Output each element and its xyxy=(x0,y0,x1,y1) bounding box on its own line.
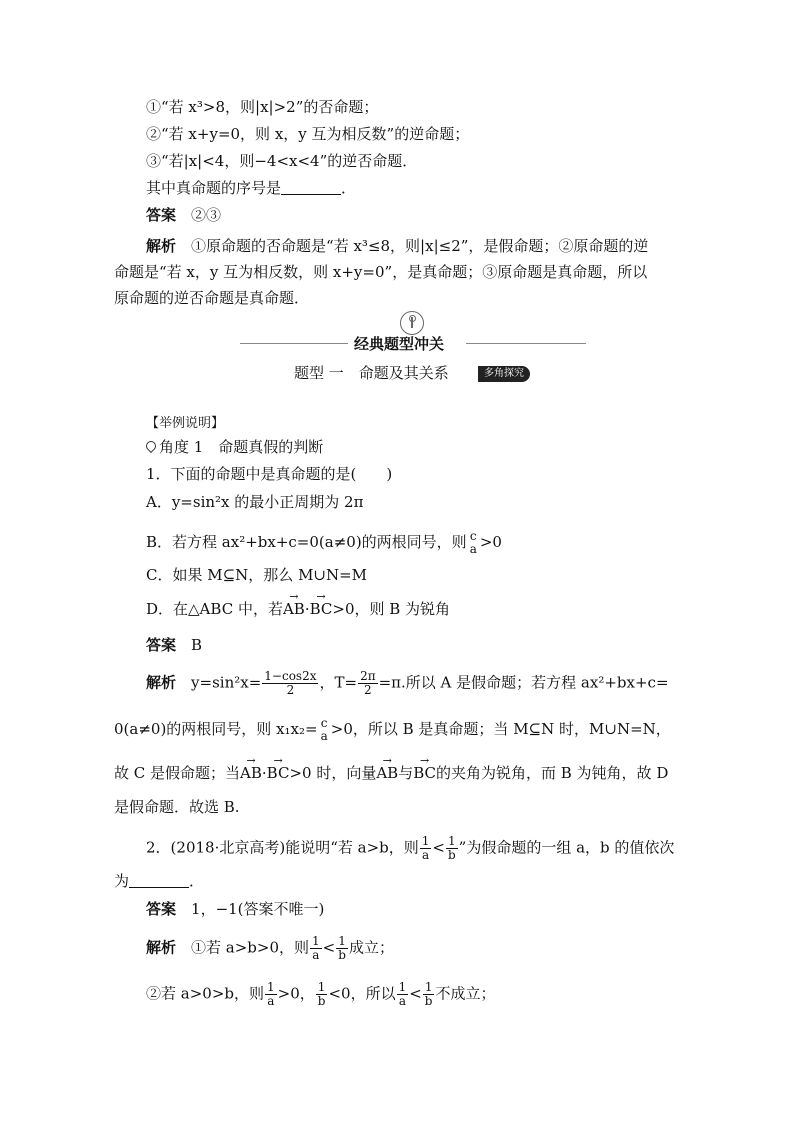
section-badge: 多角探究 xyxy=(478,366,530,382)
item-1: ①“若 x³>8，则|x|>2”的否命题； xyxy=(146,98,379,116)
fraction: $\frac{1-\cos 2x}{2}$ xyxy=(264,669,317,697)
analysis-label: 解析 xyxy=(146,673,177,692)
analysis-line-3: 原命题的逆否命题是真命题． xyxy=(114,289,310,307)
fraction: $\frac{1}{a}$ xyxy=(398,980,407,1008)
fraction: $\frac{1}{a}$ xyxy=(421,834,430,862)
item-2: ②“若 x+y=0，则 x，y 互为相反数”的逆命题； xyxy=(146,125,470,143)
subsection-title: 题型 一 命题及其关系 xyxy=(294,364,449,382)
option-a: A．y=sin²x 的最小正周期为 2π xyxy=(146,493,364,511)
section-logo-icon xyxy=(400,311,424,335)
analysis-2-line-1: 解析 ①若 a>b>0，则 $\frac{1}{a}$ < $\frac{1}{b}$ 成立； xyxy=(146,934,394,962)
answer-label: 答案 xyxy=(146,636,177,654)
fraction: $\frac{1}{a}$ xyxy=(267,980,275,1008)
fraction: $\frac{1}{a}$ xyxy=(312,934,320,962)
angle-line: 角度 1 命题真假的判断 xyxy=(146,437,323,457)
divider-left xyxy=(240,343,348,344)
answer-label: 答案 xyxy=(146,900,177,918)
question-2: 2．(2018·北京高考)能说明“若 a>b，则 $\frac{1}{a}$ < $\frac{1}{b}$ ”为假命题的一组 a，b 的值依次 xyxy=(146,834,675,862)
answer-label: 答案 xyxy=(146,206,177,224)
fraction: $\frac{1}{b}$ xyxy=(424,980,433,1008)
question-2-line-2: 为 ． xyxy=(114,872,205,890)
option-d: D．在△ABC 中，若→ AB·→ BC>0，则 B 为锐角 xyxy=(146,599,450,619)
answer-line xyxy=(146,205,221,225)
answer-value: ②③ xyxy=(191,206,222,224)
answer-blank xyxy=(281,180,341,195)
vector-bc: → BC xyxy=(413,763,436,783)
fraction: $\frac{2\pi}{2}$ xyxy=(360,669,376,697)
examples-header: 【举例说明】 xyxy=(146,416,225,431)
item-3: ③“若|x|<4，则−4<x<4”的逆否命题． xyxy=(146,152,418,170)
answer-blank xyxy=(129,873,189,888)
vector-ab: → AB xyxy=(283,599,305,619)
analysis-line-1: 解析 ①原命题的否命题是“若 x³≤8，则|x|≤2”，是假命题；②原命题的逆 xyxy=(146,237,649,255)
analysis-2-line-2: ②若 a>0>b，则 $\frac{1}{a}$ >0， $\frac{1}{b}$ <0，所以 $\frac{1}{a}$ < $\frac{1}{b}$ 不成立； xyxy=(146,980,496,1008)
analysis-line-2: 命题是“若 x，y 互为相反数，则 x+y=0”，是真命题；③原命题是真命题，所以 xyxy=(114,263,648,281)
vector-ab: → AB xyxy=(240,763,262,783)
fraction: $\frac{1}{b}$ xyxy=(338,934,346,962)
location-pin-icon xyxy=(144,439,158,453)
analysis-label: 解析 xyxy=(146,237,177,255)
section-title: 经典题型冲关 xyxy=(354,335,445,353)
analysis-1-line-4: 是假命题．故选 B. xyxy=(114,798,240,816)
vector-ab: → AB xyxy=(376,763,398,783)
question-1: 1．下面的命题中是真命题的是( ) xyxy=(146,465,393,483)
answer-value: 1，−1(答案不唯一) xyxy=(191,900,325,918)
option-b: B．若方程 ax²+bx+c=0(a≠0)的两根同号，则 c a >0 xyxy=(146,529,502,556)
answer-2-line xyxy=(146,899,324,919)
analysis-1-line-2: 0(a≠0)的两根同号，则 x₁x₂= c a >0，所以 B 是真命题；当 M⊆N 时，M∪N=N， xyxy=(114,716,671,743)
divider-right xyxy=(466,343,586,344)
fraction: $\frac{1}{b}$ xyxy=(317,980,326,1008)
vector-bc: → BC xyxy=(310,599,333,619)
fraction: $\frac{1}{b}$ xyxy=(447,834,456,862)
fraction: c a xyxy=(469,529,477,556)
answer-value: B xyxy=(191,636,203,654)
option-c: C．如果 M⊆N，那么 M∪N=M xyxy=(146,566,368,584)
vector-bc: → BC xyxy=(267,763,290,783)
analysis-1-line-3: 故 C 是假命题；当→ AB·→ BC>0 时，向量→ AB与→ BC的夹角为锐角，而 B 为钝角，故 D xyxy=(114,763,668,783)
analysis-1-line-1: 解析 y=sin²x= $\frac{1-\cos 2x}{2}$ ，T= $\frac{2\pi}{2}$ =π.所以 A 是假命题；若方程 ax²+bx+c= xyxy=(146,669,669,697)
fraction: c a xyxy=(320,716,328,743)
answer-1-line xyxy=(146,635,202,655)
analysis-label: 解析 xyxy=(146,938,177,957)
question-line: 其中真命题的序号是 ． xyxy=(146,179,357,197)
